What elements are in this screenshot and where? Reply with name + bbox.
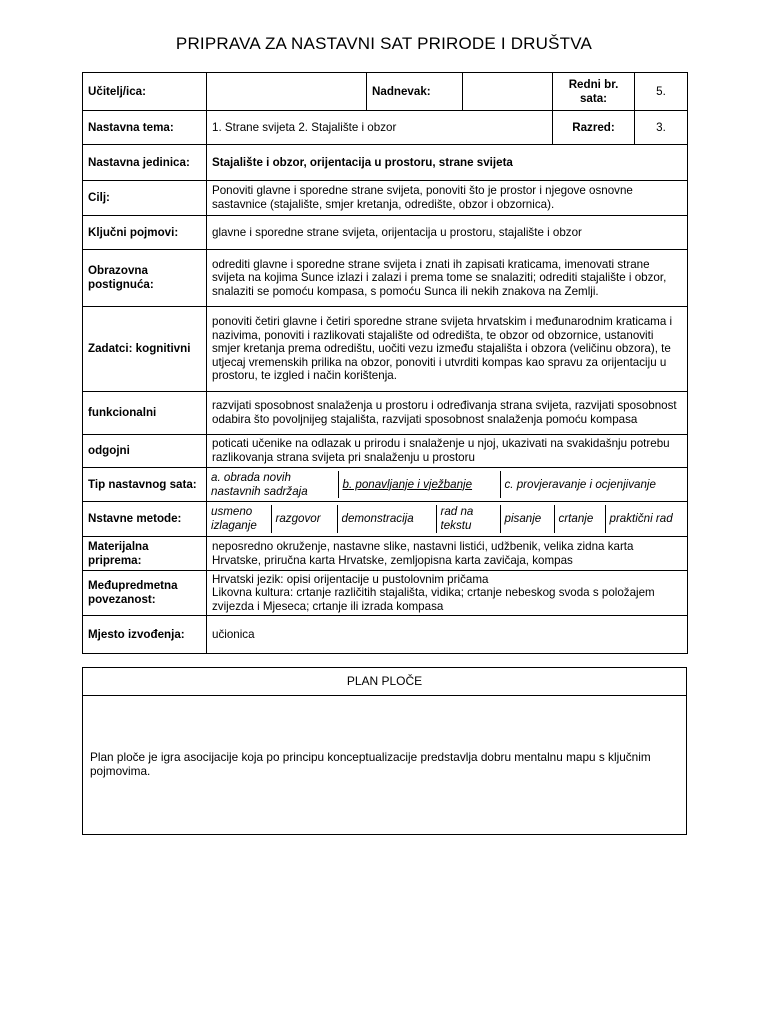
teacher-label: Učitelj/ica: — [83, 73, 207, 111]
location-label: Mjesto izvođenja: — [83, 616, 207, 654]
tasks-educational-label: odgojni — [83, 435, 207, 468]
lesson-type-row — [83, 468, 688, 502]
tasks-cognitive-label: Zadatci: kognitivni — [83, 307, 207, 392]
tasks-functional-row — [83, 392, 688, 435]
method-text-work: rad na tekstu — [436, 505, 500, 532]
goal-label: Cilj: — [83, 181, 207, 216]
key-terms-row — [83, 216, 688, 250]
materials-row — [83, 537, 688, 571]
outcomes-row — [83, 250, 688, 307]
lesson-type-options — [207, 468, 688, 502]
board-plan-box — [82, 667, 687, 835]
methods-options — [207, 502, 688, 537]
lesson-number-value: 5. — [635, 73, 688, 111]
tasks-cognitive-value: ponoviti četiri glavne i četiri sporedne strane svijeta hrvatskim i međunarodnim kraticama i nazivima, ponoviti i razlikovati stajalište od odredišta, te obzor od obzornice, ustanoviti smjer kretanja prema odredištu, uočiti vezu između stajališta i obzora (veličinu obzora), te utjecaj vremenskih prilika na obzor, ponoviti i utvrditi kompas kao spravu za orijentaciju u prostoru, te izgled i način korištenja. — [207, 307, 688, 392]
lesson-number-label: Redni br. sata: — [553, 73, 635, 111]
tasks-functional-label: funkcionalni — [83, 392, 207, 435]
tasks-educational-row — [83, 435, 688, 468]
topic-label: Nastavna tema: — [83, 111, 207, 145]
correlation-value — [207, 571, 688, 616]
outcomes-label: Obrazovna postignuća: — [83, 250, 207, 307]
methods-label: Nstavne metode: — [83, 502, 207, 537]
method-conversation: razgovor — [271, 505, 337, 532]
correlation-label: Međupredmetna povezanost: — [83, 571, 207, 616]
correlation-line-art: Likovna kultura: crtanje različitih stajališta, vidika; crtanje nebeskog svoda s položajem zvijezda i Mjeseca; crtanje ili izrada kompasa — [212, 586, 655, 613]
key-terms-label: Ključni pojmovi: — [83, 216, 207, 250]
location-row — [83, 616, 688, 654]
date-label: Nadnevak: — [367, 73, 463, 111]
outcomes-value: odrediti glavne i sporedne strane svijeta i znati ih zapisati kraticama, imenovati strane svijeta na kojima Sunce izlazi i zalazi i prema tome se snalaziti; odrediti stajalište i obzor, snalaziti se pomoću kompasa, s pomoću Sunca ili nekih znakova na Zemlji. — [207, 250, 688, 307]
board-plan-heading: PLAN PLOČE — [83, 668, 686, 696]
lesson-plan-table — [82, 72, 688, 654]
date-value — [463, 73, 553, 111]
correlation-line-croatian: Hrvatski jezik: opisi orijentacije u pustolovnim pričama — [212, 572, 489, 586]
unit-value: Stajalište i obzor, orijentacija u prostoru, strane svijeta — [207, 145, 688, 181]
teacher-value — [207, 73, 367, 111]
header-row — [83, 73, 688, 111]
method-oral: usmeno izlaganje — [211, 505, 257, 532]
goal-row — [83, 181, 688, 216]
tasks-functional-value: razvijati sposobnost snalaženja u prostoru i određivanja strana svijeta, razvijati sposobnost odabira što povoljnijeg stajališta, razvijati sposobnost snalaženja pomoću kompasa — [207, 392, 688, 435]
materials-value: neposredno okruženje, nastavne slike, nastavni listići, udžbenik, velika zidna karta Hrvatske, priručna karta Hrvatske, zemljopisna karta zavičaja, kompas — [207, 537, 688, 571]
topic-value: 1. Strane svijeta 2. Stajalište i obzor — [207, 111, 553, 145]
method-practical: praktični rad — [605, 505, 687, 532]
method-drawing: crtanje — [554, 505, 605, 532]
grade-value: 3. — [635, 111, 688, 145]
key-terms-value: glavne i sporedne strane svijeta, orijentacija u prostoru, stajalište i obzor — [207, 216, 688, 250]
location-value: učionica — [207, 616, 688, 654]
lesson-type-option-c: c. provjeravanje i ocjenjivanje — [500, 471, 687, 498]
lesson-type-option-b: b. ponavljanje i vježbanje — [338, 471, 500, 498]
goal-value: Ponoviti glavne i sporedne strane svijeta, ponoviti što je prostor i njegove osnovne sastavnice (stajalište, smjer kretanja, odredište, obzor i obzornica). — [207, 181, 688, 216]
unit-row — [83, 145, 688, 181]
page-title: PRIPRAVA ZA NASTAVNI SAT PRIRODE I DRUŠTVA — [175, 34, 593, 53]
grade-label: Razred: — [553, 111, 635, 145]
unit-label: Nastavna jedinica: — [83, 145, 207, 181]
tasks-cognitive-row — [83, 307, 688, 392]
lesson-type-option-a: a. obrada novih nastavnih sadržaja — [211, 470, 308, 498]
method-demonstration: demonstracija — [337, 505, 436, 532]
tasks-educational-value: poticati učenike na odlazak u prirodu i snalaženje u njoj, ukazivati na svakidašnju potrebu razlikovanja strana svijeta pri snalaženju u prostoru — [207, 435, 688, 468]
correlation-row — [83, 571, 688, 616]
topic-row — [83, 111, 688, 145]
method-writing: pisanje — [500, 505, 554, 532]
materials-label: Materijalna priprema: — [83, 537, 207, 571]
board-plan-text: Plan ploče je igra asocijacije koja po principu konceptualizacije predstavlja dobru mentalnu mapu s ključnim pojmovima. — [90, 750, 651, 778]
methods-row — [83, 502, 688, 537]
lesson-type-label: Tip nastavnog sata: — [83, 468, 207, 502]
